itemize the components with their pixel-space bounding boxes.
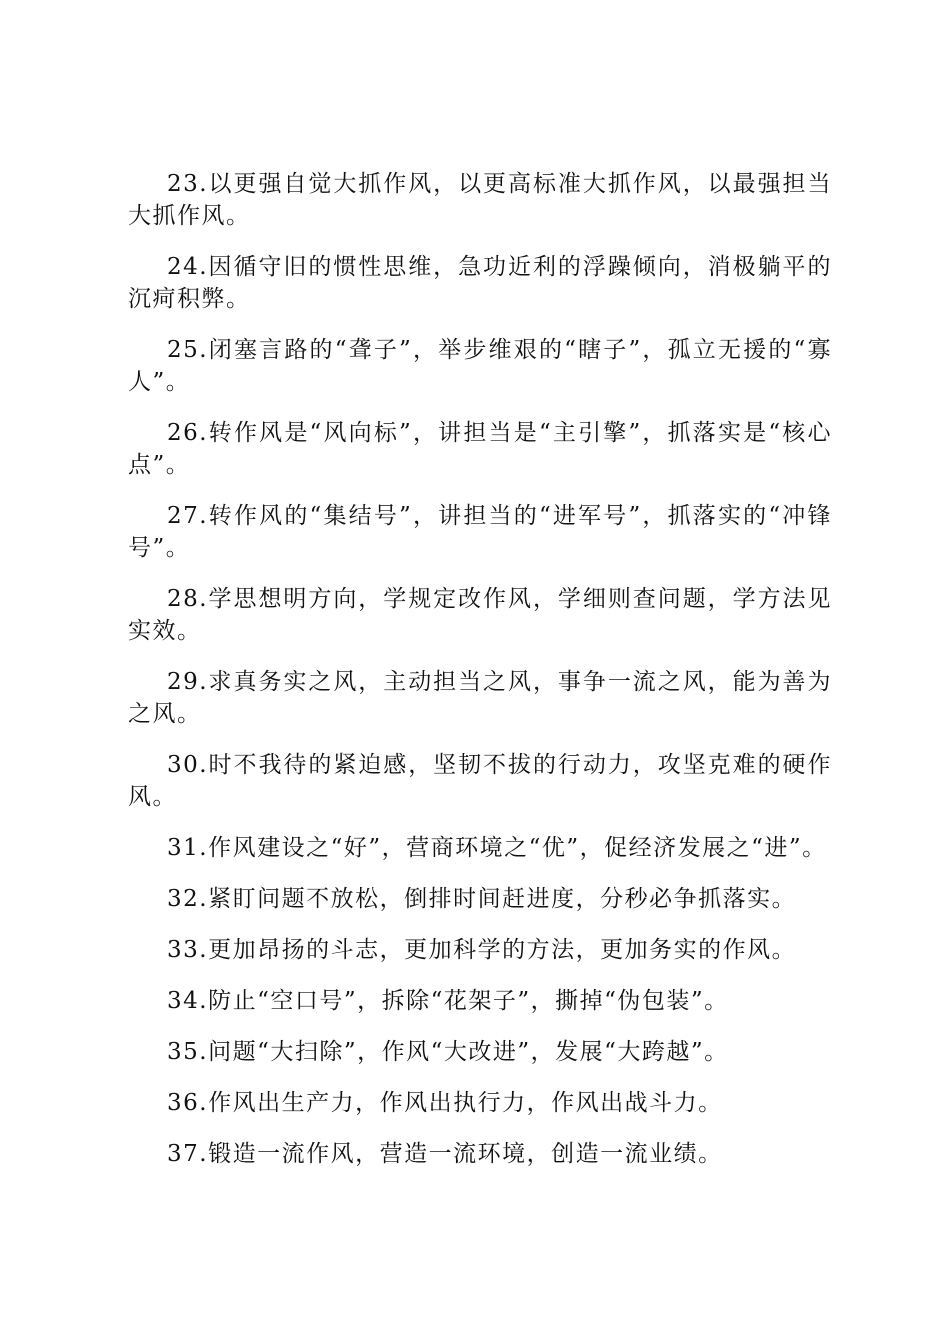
paragraph-32: 32.紧盯问题不放松，倒排时间赶进度，分秒必争抓落实。 xyxy=(167,886,797,912)
paragraph-34: 34.防止“空口号”，拆除“花架子”，撕掉“伪包装”。 xyxy=(167,988,729,1014)
paragraph-31: 31.作风建设之“好”，营商环境之“优”，促经济发展之“进”。 xyxy=(167,835,827,861)
paragraph-35: 35.问题“大扫除”，作风“大改进”，发展“大跨越”。 xyxy=(167,1039,729,1065)
paragraph-33: 33.更加昂扬的斗志，更加科学的方法，更加务实的作风。 xyxy=(167,937,797,963)
paragraph-24: 24.因循守旧的惯性思维，急功近利的浮躁倾向，消极躺平的沉疴积弊。 xyxy=(128,254,832,312)
paragraph-27: 27.转作风的“集结号”，讲担当的“进军号”，抓落实的“冲锋号”。 xyxy=(128,503,832,561)
paragraph-25: 25.闭塞言路的“聋子”，举步维艰的“瞎子”，孤立无援的“寡人”。 xyxy=(128,337,832,395)
paragraph-36: 36.作风出生产力，作风出执行力，作风出战斗力。 xyxy=(167,1090,723,1116)
paragraph-30: 30.时不我待的紧迫感，坚韧不拔的行动力，攻坚克难的硬作风。 xyxy=(128,752,832,810)
paragraph-37: 37.锻造一流作风，营造一流环境，创造一流业绩。 xyxy=(167,1141,723,1167)
paragraph-23: 23.以更强自觉大抓作风，以更高标准大抓作风，以最强担当大抓作风。 xyxy=(128,171,832,229)
document-body xyxy=(128,168,832,1189)
paragraph-26: 26.转作风是“风向标”，讲担当是“主引擎”，抓落实是“核心点”。 xyxy=(128,420,832,478)
paragraph-29: 29.求真务实之风，主动担当之风，事争一流之风，能为善为之风。 xyxy=(128,669,832,727)
paragraph-28: 28.学思想明方向，学规定改作风，学细则查问题，学方法见实效。 xyxy=(128,586,832,644)
